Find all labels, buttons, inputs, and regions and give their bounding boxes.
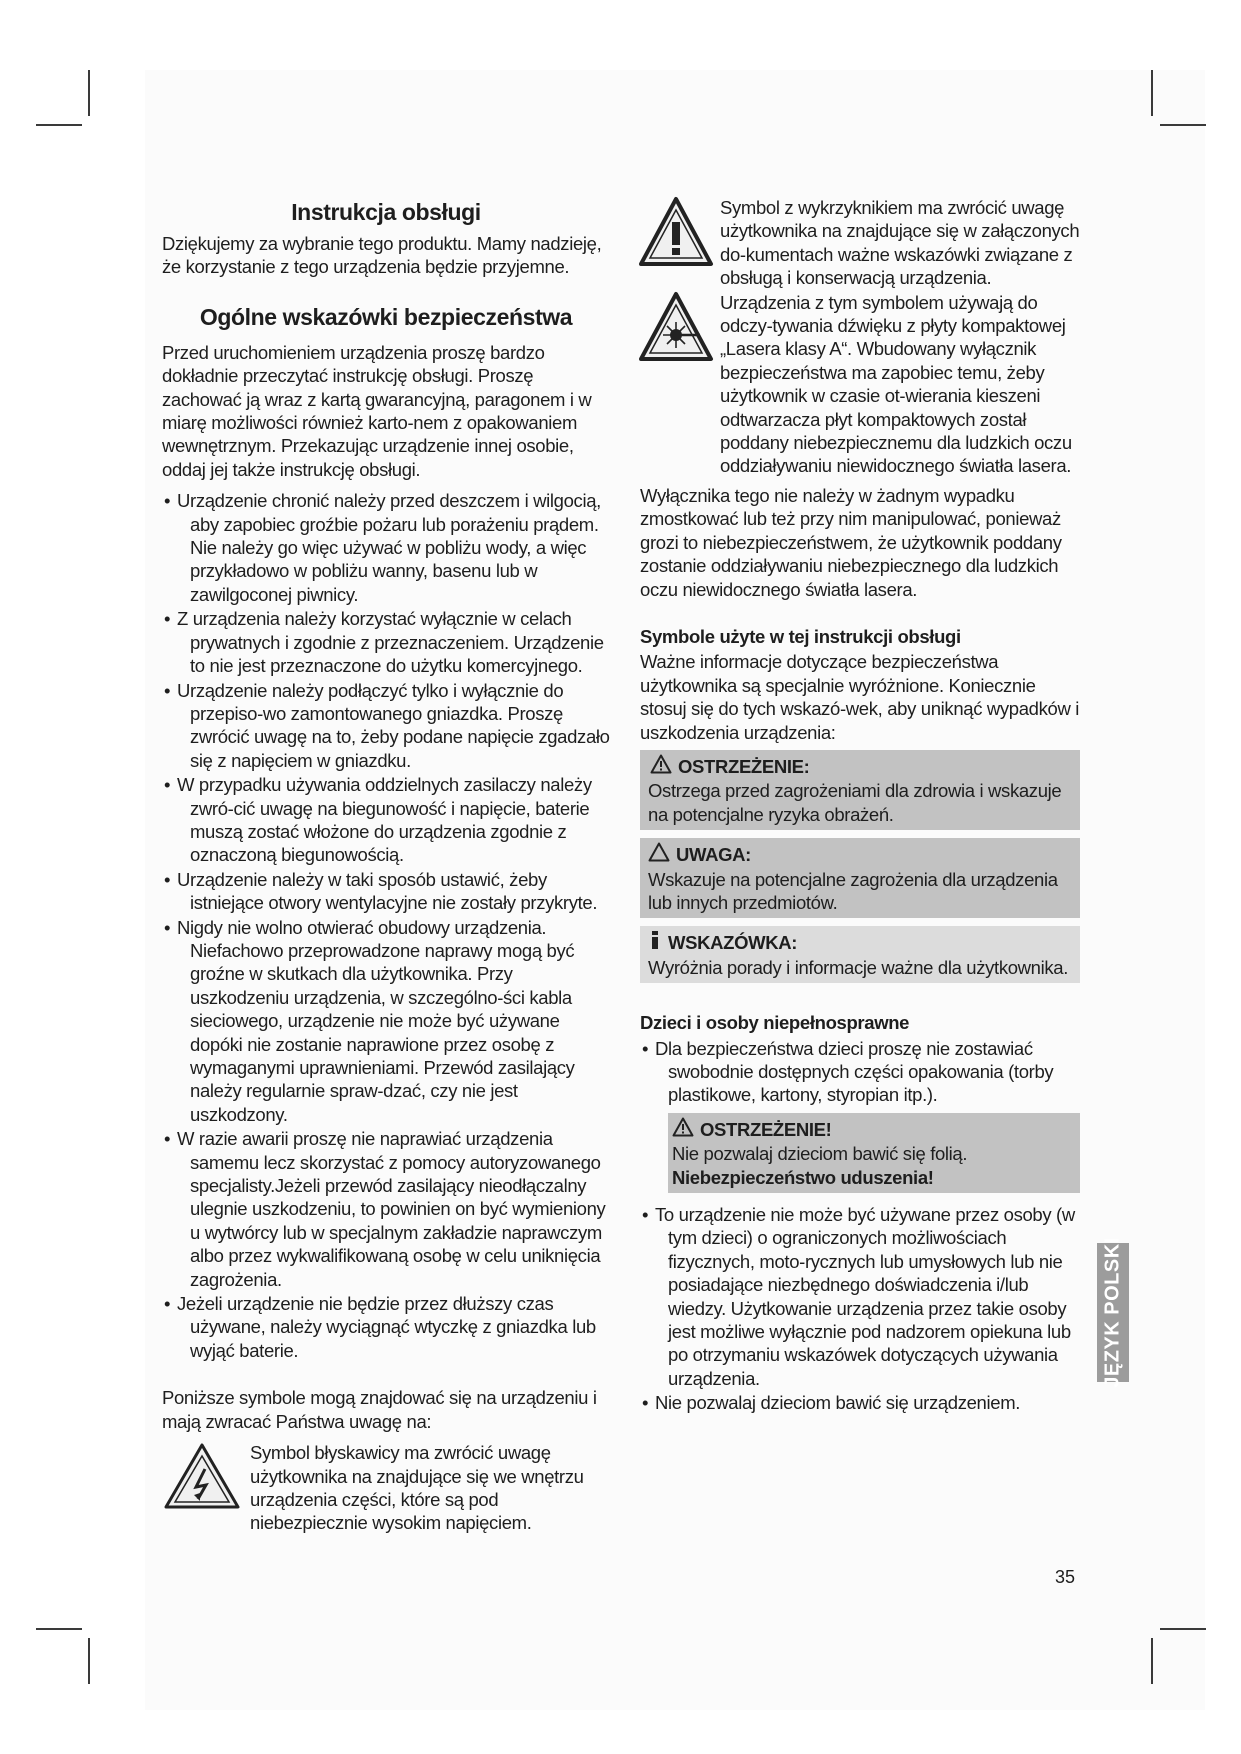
children-warning-heading [672, 1117, 1072, 1142]
list-item: • Nie pozwalaj dzieciom bawić się urządzeniem. [640, 1391, 1080, 1414]
language-side-tab [1097, 1237, 1129, 1388]
laser-symbol-text: Urządzenia z tym symbolem używają do odczy-tywania dźwięku z płyty kompaktowej „Lasera klasy A“. Wbudowany wyłącznik bezpieczeństwa ma zapobiec temu, żeby użytkownik w czasie ot-wierania kieszeni odtwarzacza płyt kompaktowych został poddany niebezpiecznemu dla ludzkich oczu oddziaływaniu niewidocznego światła lasera. [720, 291, 1072, 477]
note-box [640, 926, 1080, 983]
lightning-symbol-row [162, 1441, 610, 1535]
exclamation-symbol-row [640, 196, 1080, 290]
caution-heading [648, 842, 1072, 867]
children-warning-bold: Niebezpieczeństwo uduszenia! [672, 1166, 934, 1188]
list-item: • W przypadku używania oddzielnych zasilaczy należy zwró-cić uwagę na biegunowość i napięcie, baterie muszą zostać włożone do urządzenia zgodnie z oznaczoną biegunowością. [162, 773, 610, 867]
list-item: • Jeżeli urządzenie nie będzie przez dłuższy czas używane, należy wyciągnąć wtyczkę z gniazdka lub wyjąć baterie. [162, 1292, 610, 1362]
warning-triangle-icon [672, 1117, 694, 1142]
caution-text: Wskazuje na potencjalne zagrożenia dla urządzenia lub innych przedmiotów. [648, 868, 1058, 913]
exclamation-warning-icon [638, 196, 720, 273]
caution-triangle-icon [648, 842, 670, 867]
children-warning-text: Nie pozwalaj dzieciom bawić się folią. [672, 1143, 968, 1165]
list-item: • Urządzenie należy podłączyć tylko i wyłącznie do przepiso-wo zamontowanego gniazdka. Proszę zwrócić uwagę na to, żeby podane napięcie zgadzało się z napięciem w gniazdku. [162, 679, 610, 773]
list-item: • To urządzenie nie może być używane przez osoby (w tym dzieci) o ograniczonych możliwościach fizycznych, moto-rycznych lub umysłowych lub nie posiadające niezbędnego doświadczenia i/lub wiedzy. Użytkowanie urządzenia przez takie osoby jest możliwe wyłącznie pod nadzorem opiekuna lub po otrzymaniu wskazówek dotyczących używania urządzenia. [640, 1203, 1080, 1390]
crop-mark [1160, 1628, 1206, 1630]
info-icon [648, 930, 662, 955]
children-bullet-list-2 [640, 1203, 1080, 1415]
caution-box [640, 838, 1080, 918]
safety-bullet-list [162, 489, 610, 1362]
list-item: • Dla bezpieczeństwa dzieci proszę nie zostawiać swobodnie dostępnych części opakowania (torby plastikowe, kartony, styropian itp.). [640, 1037, 1080, 1107]
caution-label: UWAGA: [676, 844, 751, 866]
laser-symbol-row [640, 291, 1080, 478]
crop-mark [88, 1638, 90, 1684]
symbols-description: Ważne informacje dotyczące bezpieczeństwa użytkownika są specjalnie wyróżnione. Koniecznie stosuj się do tych wskazó-wek, aby uniknąć wypadków i uszkodzenia urządzenia: [640, 651, 1080, 743]
lightning-symbol-text: Symbol błyskawicy ma zwrócić uwagę użytkownika na znajdujące się we wnętrzu urządzenia części, które są pod niebezpiecznie wysokim napięciem. [250, 1442, 584, 1534]
intro-text: Dziękujemy za wybranie tego produktu. Mamy nadzieję, że korzystanie z tego urządzenia będzie przyjemne. [162, 233, 602, 278]
section-title: Ogólne wskazówki bezpieczeństwa [199, 303, 573, 330]
children-bullet-list [640, 1037, 1080, 1107]
left-column [162, 196, 610, 1535]
list-item: • Urządzenie należy w taki sposób ustawić, żeby istniejące otwory wentylacyjne nie zostały przykryte. [162, 868, 610, 915]
symbols-heading: Symbole użyte w tej instrukcji obsługi [640, 625, 961, 647]
list-item: • Nigdy nie wolno otwierać obudowy urządzenia. Niefachowo przeprowadzone naprawy mogą być groźne w skutkach dla użytkownika. Przy uszkodzeniu urządzenia, w szczególno-ści kabla sieciowego, urządzenie nie może być używane dopóki nie zostanie naprawione przez osobę z wymaganymi uprawnieniami. Przewód zasilający należy regularnie spraw-dzać, czy nie jest uszkodzony. [162, 916, 610, 1127]
crop-mark [1151, 70, 1153, 116]
crop-mark [1160, 124, 1206, 126]
exclamation-symbol-text: Symbol z wykrzyknikiem ma zwrócić uwagę użytkownika na znajdujące się w załączonych do-kumentach ważne wskazówki związane z obsługą i konserwacją urządzenia. [720, 197, 1080, 289]
children-warning-box [668, 1113, 1080, 1193]
crop-mark [36, 1628, 82, 1630]
children-heading: Dzieci i osoby niepełnosprawne [640, 1012, 910, 1034]
warning-triangle-icon [650, 754, 672, 779]
right-column [640, 196, 1080, 1416]
crop-mark [36, 124, 82, 126]
symbols-intro: Poniższe symbole mogą znajdować się na urządzeniu i mają zwracać Państwa uwagę na: [162, 1387, 597, 1432]
section-intro: Przed uruchomieniem urządzenia proszę bardzo dokładnie przeczytać instrukcję obsługi. Proszę zachować ją wraz z kartą gwarancyjną, paragonem i w miarę możliwości również karto-nem z opakowaniem wewnętrznym. Przekazując urządzenie innej osobie, oddaj jej także instrukcję obsługi. [162, 341, 592, 480]
warning-label: OSTRZEŻENIE: [678, 755, 810, 777]
note-label: WSKAZÓWKA: [668, 932, 798, 954]
lightning-warning-icon [162, 1441, 250, 1516]
children-warning-paragraph [672, 1142, 1072, 1189]
warning-box [640, 750, 1080, 830]
laser-warning-icon [638, 291, 720, 368]
warning-heading [650, 754, 1072, 779]
list-item: • W razie awarii proszę nie naprawiać urządzenia samemu lecz skorzystać z pomocy autoryzowanego specjalisty.Jeżeli przewód zasilający nieodłączalny ulegnie uszkodzeniu, to powinien on być wymieniony u wytwórcy lub w specjalnym zakładzie naprawczym albo przez wykwalifikowaną osobę w celu uniknięcia zagrożenia. [162, 1127, 610, 1291]
note-text: Wyróżnia porady i informacje ważne dla użytkownika. [648, 956, 1069, 978]
list-item: • Z urządzenia należy korzystać wyłącznie w celach prywatnych i zgodnie z przeznaczeniem. Urządzenie to nie jest przeznaczone do użytku komercyjnego. [162, 607, 610, 677]
crop-mark [1151, 1638, 1153, 1684]
page-title: Instrukcja obsługi [291, 199, 481, 225]
note-heading [648, 930, 1072, 955]
crop-mark [88, 70, 90, 116]
page-number: 35 [1055, 1567, 1076, 1587]
switch-warning-text: Wyłącznika tego nie należy w żadnym wypadku zmostkować lub też przy nim manipulować, ponieważ grozi to niebezpieczeństwem, że użytkownik poddany zostanie oddziaływaniu niebezpiecznego dla ludzkich oczu niewidocznego światła lasera. [640, 484, 1062, 600]
warning-text: Ostrzega przed zagrożeniami dla zdrowia i wskazuje na potencjalne ryzyka obrażeń. [648, 780, 1062, 825]
children-warning-label: OSTRZEŻENIE! [700, 1118, 832, 1140]
list-item: • Urządzenie chronić należy przed deszczem i wilgocią, aby zapobiec groźbie pożaru lub porażeniu prądem. Nie należy go więc używać w pobliżu wody, a więc przykładowo w pobliżu wanny, basenu lub w zawilgoconej piwnicy. [162, 489, 610, 606]
language-label: JĘZYK POLSKI [1101, 1237, 1124, 1388]
